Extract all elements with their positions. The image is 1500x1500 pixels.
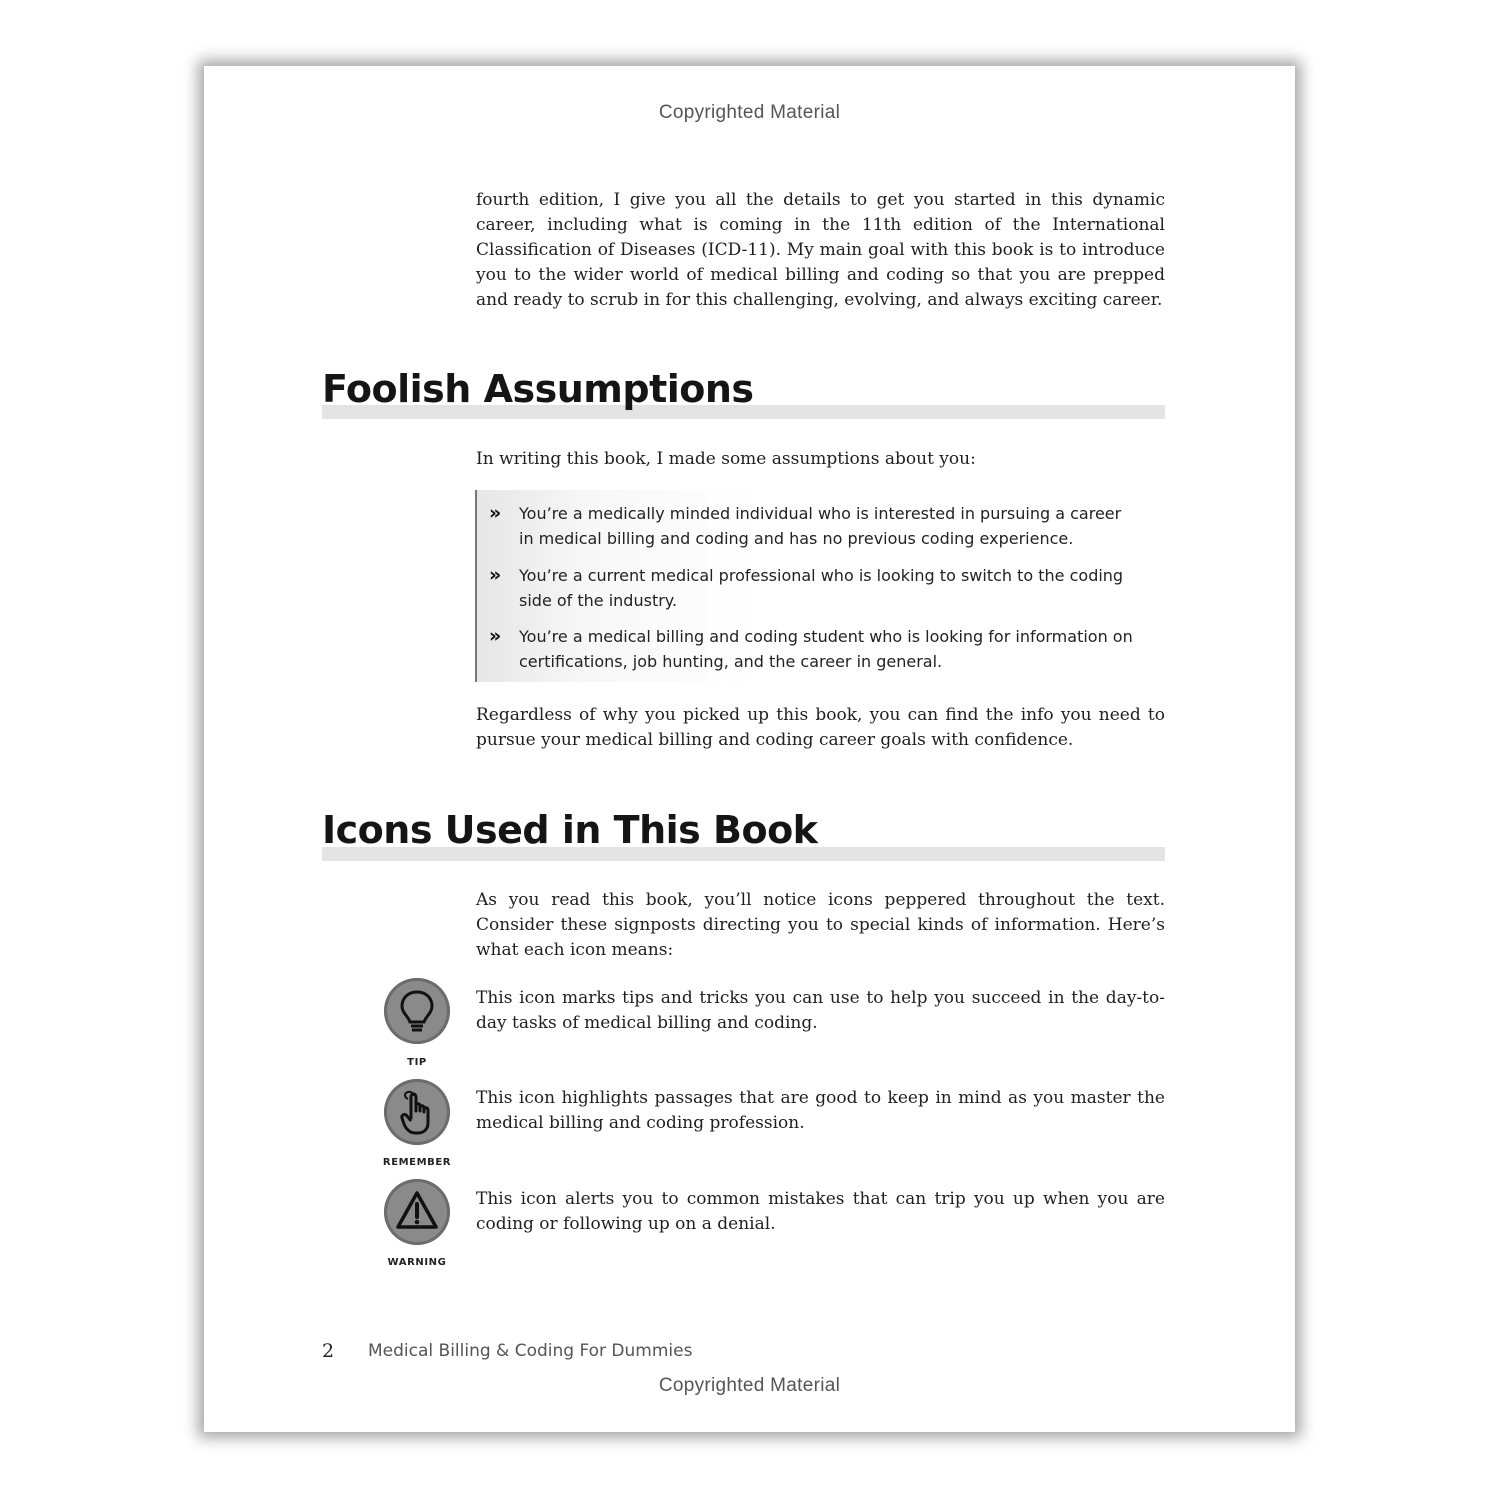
intro-paragraph: fourth edition, I give you all the details to get you started in this dynamic career, including what is coming in the 11th edition of the International Classification of Diseases (ICD-11). My main goal with this book is to introduce you to the wider world of medical billing and coding so that you are prepped and ready to scrub in for this challenging, evolving, and always exciting career. — [476, 190, 1165, 310]
list-item — [477, 624, 1137, 676]
assumptions-lead: In writing this book, I made some assumptions about you: — [476, 449, 976, 469]
copyright-header: Copyrighted Material — [658, 102, 841, 123]
bullet-text: You’re a medical billing and coding student who is looking for information on certifications, job hunting, and the career in general. — [519, 627, 1133, 671]
assumptions-closing: Regardless of why you picked up this book, you can find the info you need to pursue your medical billing and coding career goals with confidence. — [476, 705, 1165, 750]
icons-lead: As you read this book, you’ll notice icons peppered throughout the text. Consider these signposts directing you to special kinds of information. Here’s what each icon means: — [476, 890, 1165, 960]
list-item — [477, 563, 1137, 615]
icon-label-warning: WARNING — [387, 1257, 447, 1268]
bullet-text: You’re a medically minded individual who is interested in pursuing a career in medical billing and coding and has no previous coding experience. — [519, 504, 1122, 548]
lightbulb-icon — [384, 978, 450, 1044]
book-page — [204, 66, 1295, 1432]
double-chevron-icon: » — [489, 564, 502, 586]
double-chevron-icon: » — [489, 502, 502, 524]
finger-string-icon — [384, 1079, 450, 1145]
double-chevron-icon: » — [489, 625, 502, 647]
section-heading-icons: Icons Used in This Book — [322, 808, 818, 852]
page-number: 2 — [322, 1340, 335, 1362]
warning-triangle-icon — [384, 1179, 450, 1245]
icon-label-tip: TIP — [407, 1057, 427, 1068]
bullet-text: You’re a current medical professional who is looking to switch to the coding side of the industry. — [519, 566, 1124, 610]
section-heading-assumptions: Foolish Assumptions — [322, 367, 754, 411]
list-item — [477, 501, 1137, 553]
icon-description-tip: This icon marks tips and tricks you can use to help you succeed in the day-to-day tasks of medical billing and coding. — [476, 988, 1165, 1033]
icon-description-warning: This icon alerts you to common mistakes that can trip you up when you are coding or following up on a denial. — [476, 1189, 1165, 1234]
assumptions-bullet-list — [475, 490, 1167, 682]
icon-description-remember: This icon highlights passages that are good to keep in mind as you master the medical billing and coding profession. — [476, 1088, 1165, 1133]
icon-label-remember: REMEMBER — [382, 1157, 452, 1168]
running-footer-title: Medical Billing & Coding For Dummies — [368, 1341, 693, 1361]
copyright-footer: Copyrighted Material — [658, 1375, 841, 1396]
